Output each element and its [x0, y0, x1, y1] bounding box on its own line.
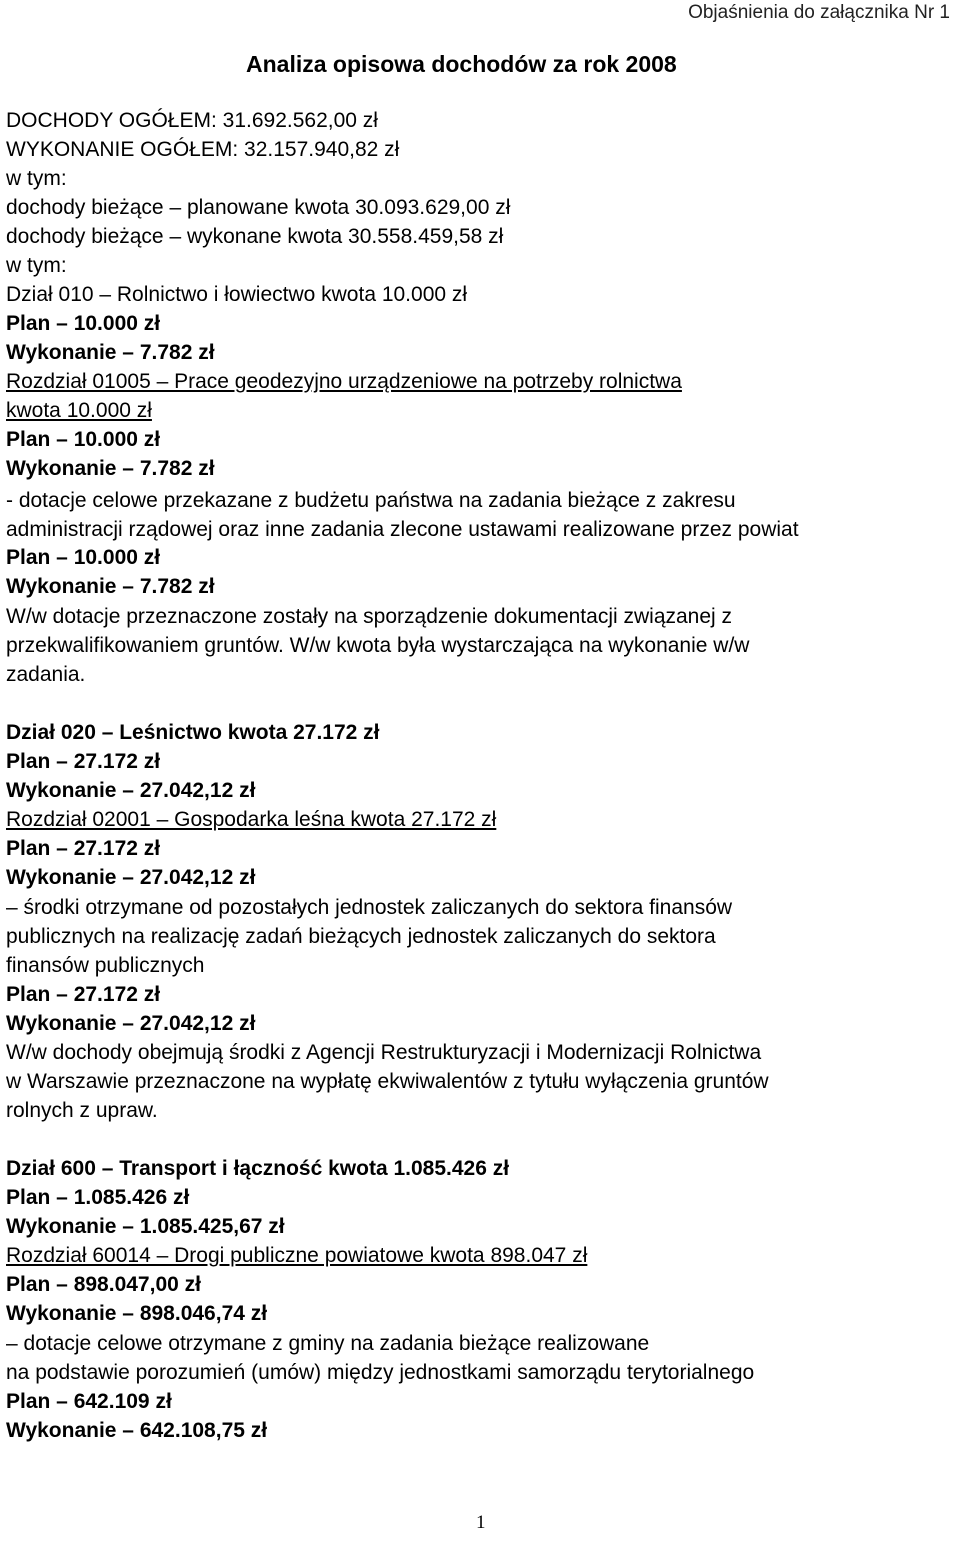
header-note: Objaśnienia do załącznika Nr 1 [688, 2, 950, 23]
text-line: W/w dotacje przeznaczone zostały na sporządzenie dokumentacji związanej z [6, 605, 733, 628]
execution-line: Wykonanie – 27.042,12 zł [6, 779, 256, 802]
execution-line: Wykonanie – 7.782 zł [6, 341, 215, 364]
document-title: Analiza opisowa dochodów za rok 2008 [246, 51, 677, 77]
plan-line: Plan – 1.085.426 zł [6, 1186, 190, 1209]
text-line: W/w dochody obejmują środki z Agencji Restrukturyzacji i Modernizacji Rolnictwa [6, 1041, 762, 1064]
section-heading: Dział 600 – Transport i łączność kwota 1.085.426 zł [6, 1157, 510, 1180]
execution-line: Wykonanie – 898.046,74 zł [6, 1302, 268, 1325]
chapter-heading: Rozdział 01005 – Prace geodezyjno urządzeniowe na potrzeby rolnictwa [6, 370, 682, 393]
execution-line: Wykonanie – 7.782 zł [6, 457, 215, 480]
current-executed: dochody bieżące – wykonane kwota 30.558.459,58 zł [6, 225, 504, 248]
text-line: w tym: [6, 167, 67, 190]
chapter-heading: Rozdział 02001 – Gospodarka leśna kwota 27.172 zł [6, 808, 497, 831]
text-line: na podstawie porozumień (umów) między jednostkami samorządu terytorialnego [6, 1361, 755, 1384]
section-heading: Dział 010 – Rolnictwo i łowiectwo kwota 10.000 zł [6, 283, 468, 306]
execution-line: Wykonanie – 642.108,75 zł [6, 1419, 268, 1442]
chapter-heading-cont: kwota 10.000 zł [6, 399, 152, 422]
total-execution: WYKONANIE OGÓŁEM: 32.157.940,82 zł [6, 138, 400, 161]
current-planned: dochody bieżące – planowane kwota 30.093.629,00 zł [6, 196, 511, 219]
plan-line: Plan – 642.109 zł [6, 1390, 172, 1413]
execution-line: Wykonanie – 1.085.425,67 zł [6, 1215, 285, 1238]
plan-line: Plan – 10.000 zł [6, 312, 161, 335]
section-heading: Dział 020 – Leśnictwo kwota 27.172 zł [6, 721, 380, 744]
chapter-heading: Rozdział 60014 – Drogi publiczne powiatowe kwota 898.047 zł [6, 1244, 588, 1267]
text-line: w tym: [6, 254, 67, 277]
plan-line: Plan – 27.172 zł [6, 983, 161, 1006]
text-line: rolnych z upraw. [6, 1099, 158, 1122]
text-line: – dotacje celowe otrzymane z gminy na zadania bieżące realizowane [6, 1332, 650, 1355]
text-line: - dotacje celowe przekazane z budżetu państwa na zadania bieżące z zakresu [6, 489, 736, 512]
total-income: DOCHODY OGÓŁEM: 31.692.562,00 zł [6, 109, 378, 132]
text-line: w Warszawie przeznaczone na wypłatę ekwiwalentów z tytułu wyłączenia gruntów [6, 1070, 769, 1093]
plan-line: Plan – 10.000 zł [6, 546, 161, 569]
text-line: zadania. [6, 663, 86, 686]
execution-line: Wykonanie – 27.042,12 zł [6, 1012, 256, 1035]
page-number: 1 [476, 1512, 486, 1533]
text-line: – środki otrzymane od pozostałych jednostek zaliczanych do sektora finansów [6, 896, 733, 919]
plan-line: Plan – 27.172 zł [6, 837, 161, 860]
text-line: publicznych na realizację zadań bieżących jednostek zaliczanych do sektora [6, 925, 716, 948]
text-line: administracji rządowej oraz inne zadania zlecone ustawami realizowane przez powiat [6, 518, 799, 541]
execution-line: Wykonanie – 27.042,12 zł [6, 866, 256, 889]
plan-line: Plan – 898.047,00 zł [6, 1273, 201, 1296]
plan-line: Plan – 27.172 zł [6, 750, 161, 773]
text-line: finansów publicznych [6, 954, 205, 977]
execution-line: Wykonanie – 7.782 zł [6, 575, 215, 598]
plan-line: Plan – 10.000 zł [6, 428, 161, 451]
text-line: przekwalifikowaniem gruntów. W/w kwota była wystarczająca na wykonanie w/w [6, 634, 750, 657]
